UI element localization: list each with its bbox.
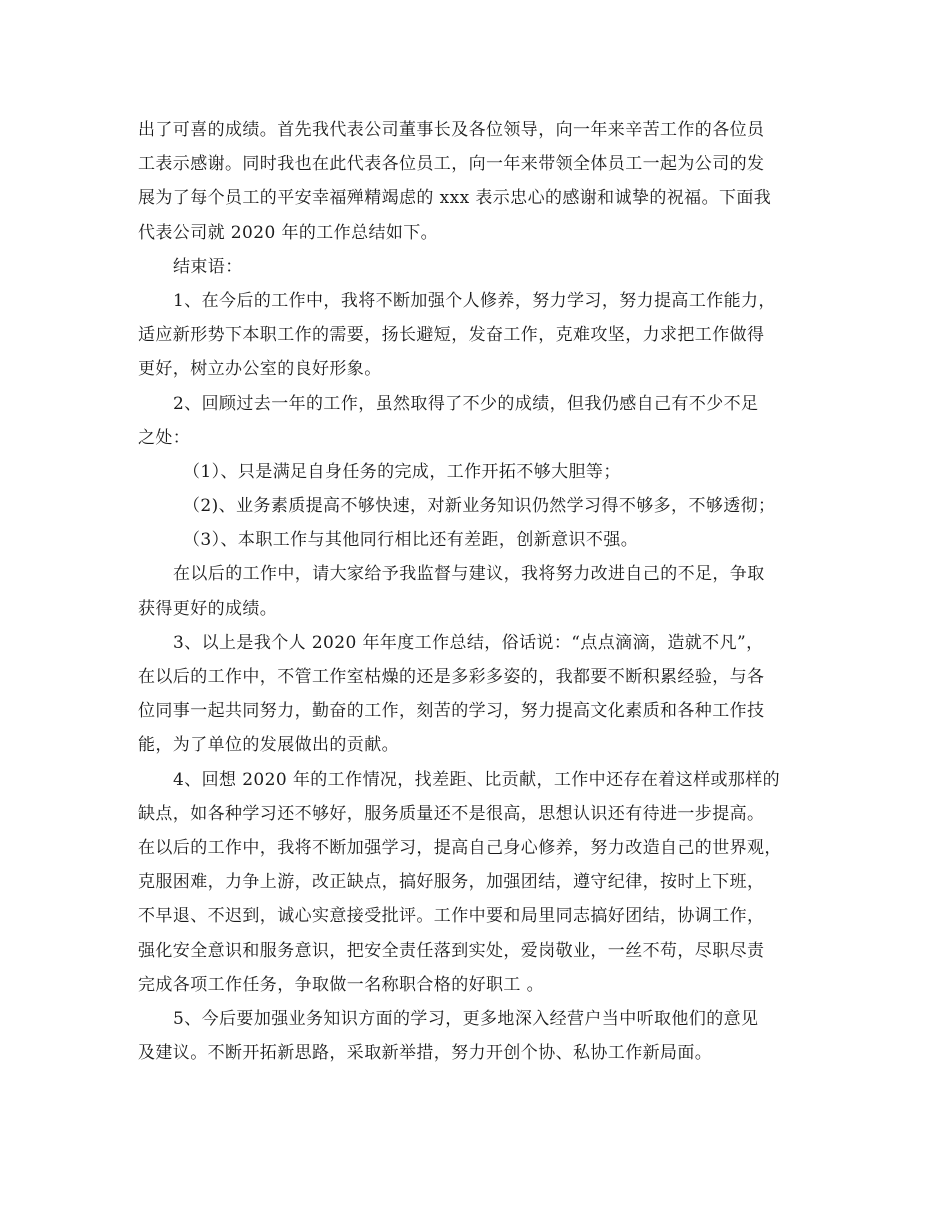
text-line: 缺点，如各种学习还不够好，服务质量还不是很高，思想认识还有待进一步提高。 <box>138 803 765 824</box>
text-line: 代表公司就 2020 年的工作总结如下。 <box>138 222 439 243</box>
paragraph-start: 5、今后要加强业务知识方面的学习，更多地深入经营户当中听取他们的意见 <box>173 1008 759 1029</box>
text-line: 克服困难，力争上游，改正缺点，搞好服务，加强团结，遵守纪律，按时上下班， <box>138 872 765 893</box>
list-item: （3）、本职工作与其他同行相比还有差距，创新意识不强。 <box>183 530 639 551</box>
text-line: 更好，树立办公室的良好形象。 <box>138 359 382 380</box>
text-line: 工表示感谢。同时我也在此代表各位员工，向一年来带领全体员工一起为公司的发 <box>138 154 765 175</box>
text-line: 获得更好的成绩。 <box>138 598 278 619</box>
text-line: 适应新形势下本职工作的需要，扬长避短，发奋工作，克难攻坚，力求把工作做得 <box>138 325 765 346</box>
paragraph-start: 4、回想 2020 年的工作情况，找差距、比贡献，工作中还存在着这样或那样的 <box>173 769 781 790</box>
section-heading: 结束语： <box>173 256 243 277</box>
text-line: 在以后的工作中，我将不断加强学习，提高自己身心修养，努力改造自己的世界观， <box>138 837 782 858</box>
list-item: （1）、只是满足自身任务的完成，工作开拓不够大胆等； <box>183 461 621 482</box>
text-line: 强化安全意识和服务意识，把安全责任落到实处，爱岗敬业，一丝不苟，尽职尽责 <box>138 940 765 961</box>
paragraph-start: 2、回顾过去一年的工作，虽然取得了不少的成绩，但我仍感自己有不少不足 <box>173 393 759 414</box>
text-line: 位同事一起共同努力，勤奋的工作，刻苦的学习，努力提高文化素质和各种工作技 <box>138 701 765 722</box>
text-line: 完成各项工作任务，争取做一名称职合格的好职工 。 <box>138 974 545 995</box>
text-line: 能，为了单位的发展做出的贡献。 <box>138 735 399 756</box>
text-line: 展为了每个员工的平安幸福殚精竭虑的 xxx 表示忠心的感谢和诚挚的祝福。下面我 <box>138 188 772 209</box>
paragraph-start: 在以后的工作中，请大家给予我监督与建议，我将努力改进自己的不足，争取 <box>173 564 765 585</box>
document-body <box>138 113 818 1070</box>
text-line: 及建议。不断开拓新思路，采取新举措，努力开创个协、私协工作新局面。 <box>138 1043 713 1064</box>
text-line: 之处： <box>138 427 191 448</box>
paragraph-start: 3、以上是我个人 2020 年年度工作总结，俗话说：“点点滴滴，造就不凡”， <box>173 632 764 653</box>
paragraph-start: 1、在今后的工作中，我将不断加强个人修养，努力学习，努力提高工作能力， <box>173 290 776 311</box>
text-line: 不早退、不迟到，诚心实意接受批评。工作中要和局里同志搞好团结，协调工作， <box>138 906 765 927</box>
list-item: （2)、业务素质提高不够快速，对新业务知识仍然学习得不够多，不够透彻； <box>183 496 776 517</box>
text-line: 在以后的工作中，不管工作室枯燥的还是多彩多姿的，我都要不断积累经验，与各 <box>138 667 765 687</box>
text-line: 出了可喜的成绩。首先我代表公司董事长及各位领导，向一年来辛苦工作的各位员 <box>138 120 765 140</box>
